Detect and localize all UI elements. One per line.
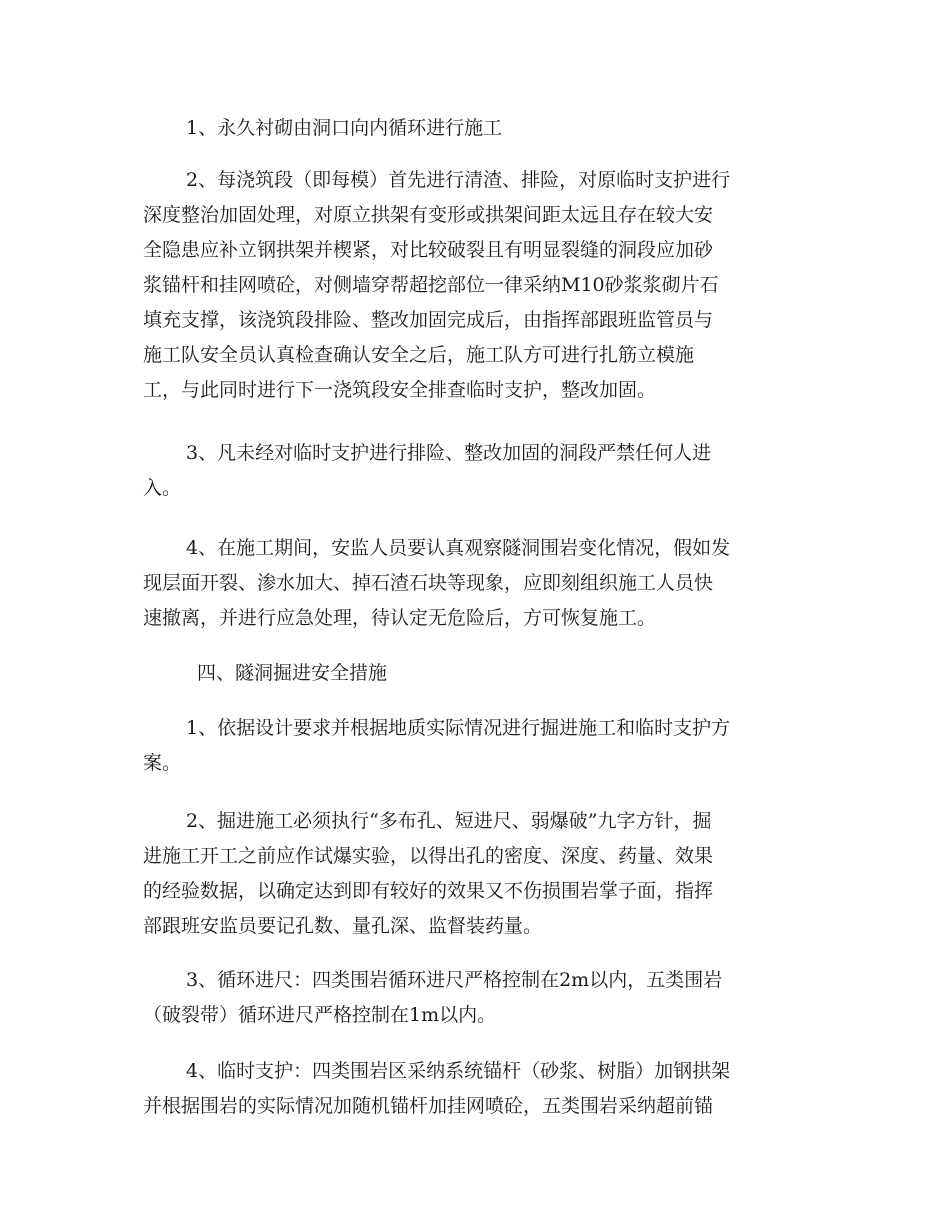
- paragraph-line: 4、临时支护：四类围岩区采纳系统锚杆（砂浆、树脂）加钢拱架: [186, 1060, 731, 1082]
- paragraph-line: 3、凡未经对临时支护进行排险、整改加固的洞段严禁任何人进: [186, 442, 712, 464]
- paragraph-line: 入。: [143, 477, 182, 499]
- section-heading: 四、隧洞掘进安全措施: [197, 662, 388, 684]
- paragraph-line: 2、掘进施工必须执行“多布孔、短进尺、弱爆破”九字方针，掘: [186, 810, 712, 832]
- paragraph-line: 案。: [143, 752, 182, 774]
- paragraph-line: 填充支撑，该浇筑段排险、整改加固完成后，由指挥部跟班监管员与: [143, 309, 714, 331]
- paragraph-line: 现层面开裂、渗水加大、掉石渣石块等现象，应即刻组织施工人员快: [143, 572, 714, 594]
- paragraph-line: 施工队安全员认真检查确认安全之后，施工队方可进行扎筋立模施: [143, 344, 695, 366]
- paragraph-line: 进施工开工之前应作试爆实验，以得出孔的密度、深度、药量、效果: [143, 845, 714, 867]
- paragraph-line: （破裂带）循环进尺严格控制在1m以内。: [143, 1004, 497, 1026]
- paragraph-line: 4、在施工期间，安监人员要认真观察隧洞围岩变化情况，假如发: [186, 537, 731, 559]
- paragraph-line: 部跟班安监员要记孔数、量孔深、监督装药量。: [143, 915, 543, 937]
- paragraph-line: 1、依据设计要求并根据地质实际情况进行掘进施工和临时支护方: [186, 717, 731, 739]
- paragraph-line: 速撤离，并进行应急处理，待认定无危险后，方可恢复施工。: [143, 607, 657, 629]
- paragraph-line: 2、每浇筑段（即每模）首先进行清渣、排险，对原临时支护进行: [186, 169, 731, 191]
- paragraph-line: 1、永久衬砌由洞口向内循环进行施工: [186, 117, 503, 139]
- paragraph-line: 浆锚杆和挂网喷砼，对侧墙穿帮超挖部位一律采纳M10砂浆浆砌片石: [143, 274, 719, 296]
- paragraph-line: 的经验数据，以确定达到即有较好的效果又不伤损围岩掌子面，指挥: [143, 880, 714, 902]
- paragraph-line: 3、循环进尺：四类围岩循环进尺严格控制在2m以内，五类围岩: [186, 969, 723, 991]
- paragraph-line: 全隐患应补立钢拱架并楔紧，对比较破裂且有明显裂缝的洞段应加砂: [143, 239, 714, 261]
- paragraph-line: 工，与此同时进行下一浇筑段安全排查临时支护，整改加固。: [143, 379, 657, 401]
- paragraph-line: 深度整治加固处理，对原立拱架有变形或拱架间距太远且存在较大安: [143, 204, 714, 226]
- paragraph-line: 并根据围岩的实际情况加随机锚杆加挂网喷砼，五类围岩采纳超前锚: [143, 1095, 714, 1117]
